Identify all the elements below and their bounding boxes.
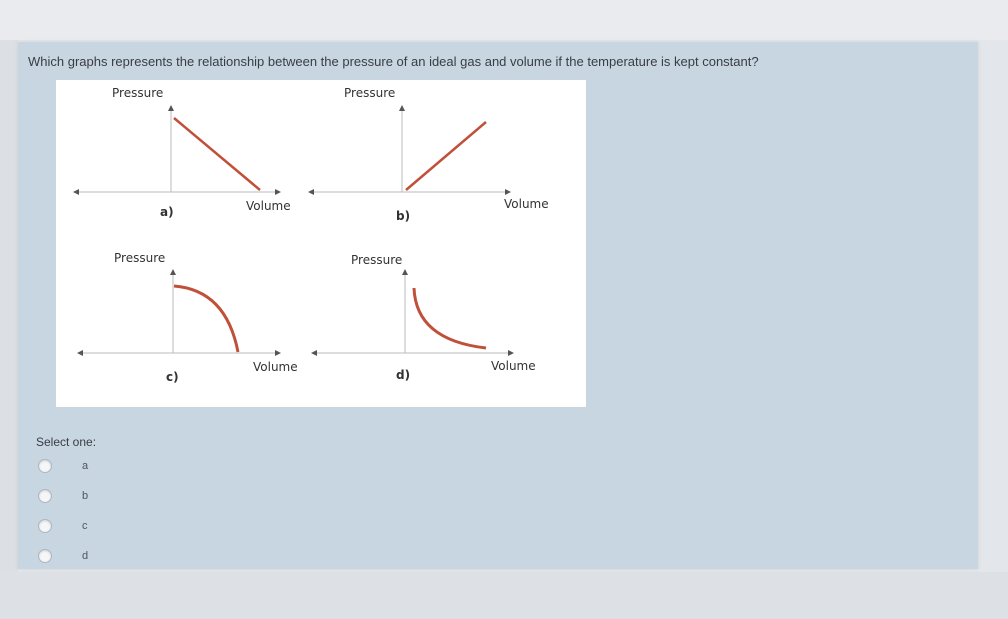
option-a-radio[interactable] [38, 459, 52, 473]
option-d-label[interactable]: d [82, 550, 89, 562]
option-a-label[interactable]: a [82, 460, 89, 472]
graph-b-x-axis-label: Volume [504, 197, 549, 211]
graph-a-label: a) [160, 205, 174, 219]
option-c-radio[interactable] [38, 519, 52, 533]
graph-a [76, 86, 291, 219]
graph-d [314, 253, 536, 382]
option-b[interactable] [38, 485, 158, 507]
question-card [18, 42, 978, 569]
page-header-strip [0, 0, 1008, 40]
graph-b-y-axis-label: Pressure [344, 86, 396, 100]
graphs-svg [56, 80, 586, 407]
graph-a-y-axis-label: Pressure [112, 86, 164, 100]
option-a[interactable] [38, 455, 158, 477]
option-c[interactable] [38, 515, 158, 537]
graph-d-label: d) [396, 368, 411, 382]
page-footer-strip [0, 572, 1008, 619]
graph-a-curve [174, 118, 260, 190]
graph-d-x-axis-label: Volume [491, 359, 536, 373]
graph-c-x-axis-label: Volume [253, 360, 298, 374]
graph-b-label: b) [396, 209, 411, 223]
option-c-label[interactable]: c [82, 520, 88, 532]
option-b-label[interactable]: b [82, 490, 89, 502]
graph-b [311, 86, 549, 223]
graph-c-label: c) [166, 370, 179, 384]
question-text: Which graphs represents the relationship between the pressure of an ideal gas and volume if the temperature is kept constant? [28, 54, 759, 69]
option-d-radio[interactable] [38, 549, 52, 563]
graph-b-curve [406, 122, 486, 190]
option-b-radio[interactable] [38, 489, 52, 503]
graph-d-curve [414, 288, 486, 348]
graph-c-curve [174, 286, 238, 352]
select-one-prompt: Select one: [36, 435, 97, 449]
graphs-figure [56, 80, 586, 407]
left-edge-shadow [0, 40, 18, 619]
graph-d-y-axis-label: Pressure [351, 253, 403, 267]
graph-c [80, 251, 298, 384]
graph-c-y-axis-label: Pressure [114, 251, 166, 265]
graph-a-x-axis-label: Volume [246, 199, 291, 213]
option-d[interactable] [38, 545, 158, 567]
